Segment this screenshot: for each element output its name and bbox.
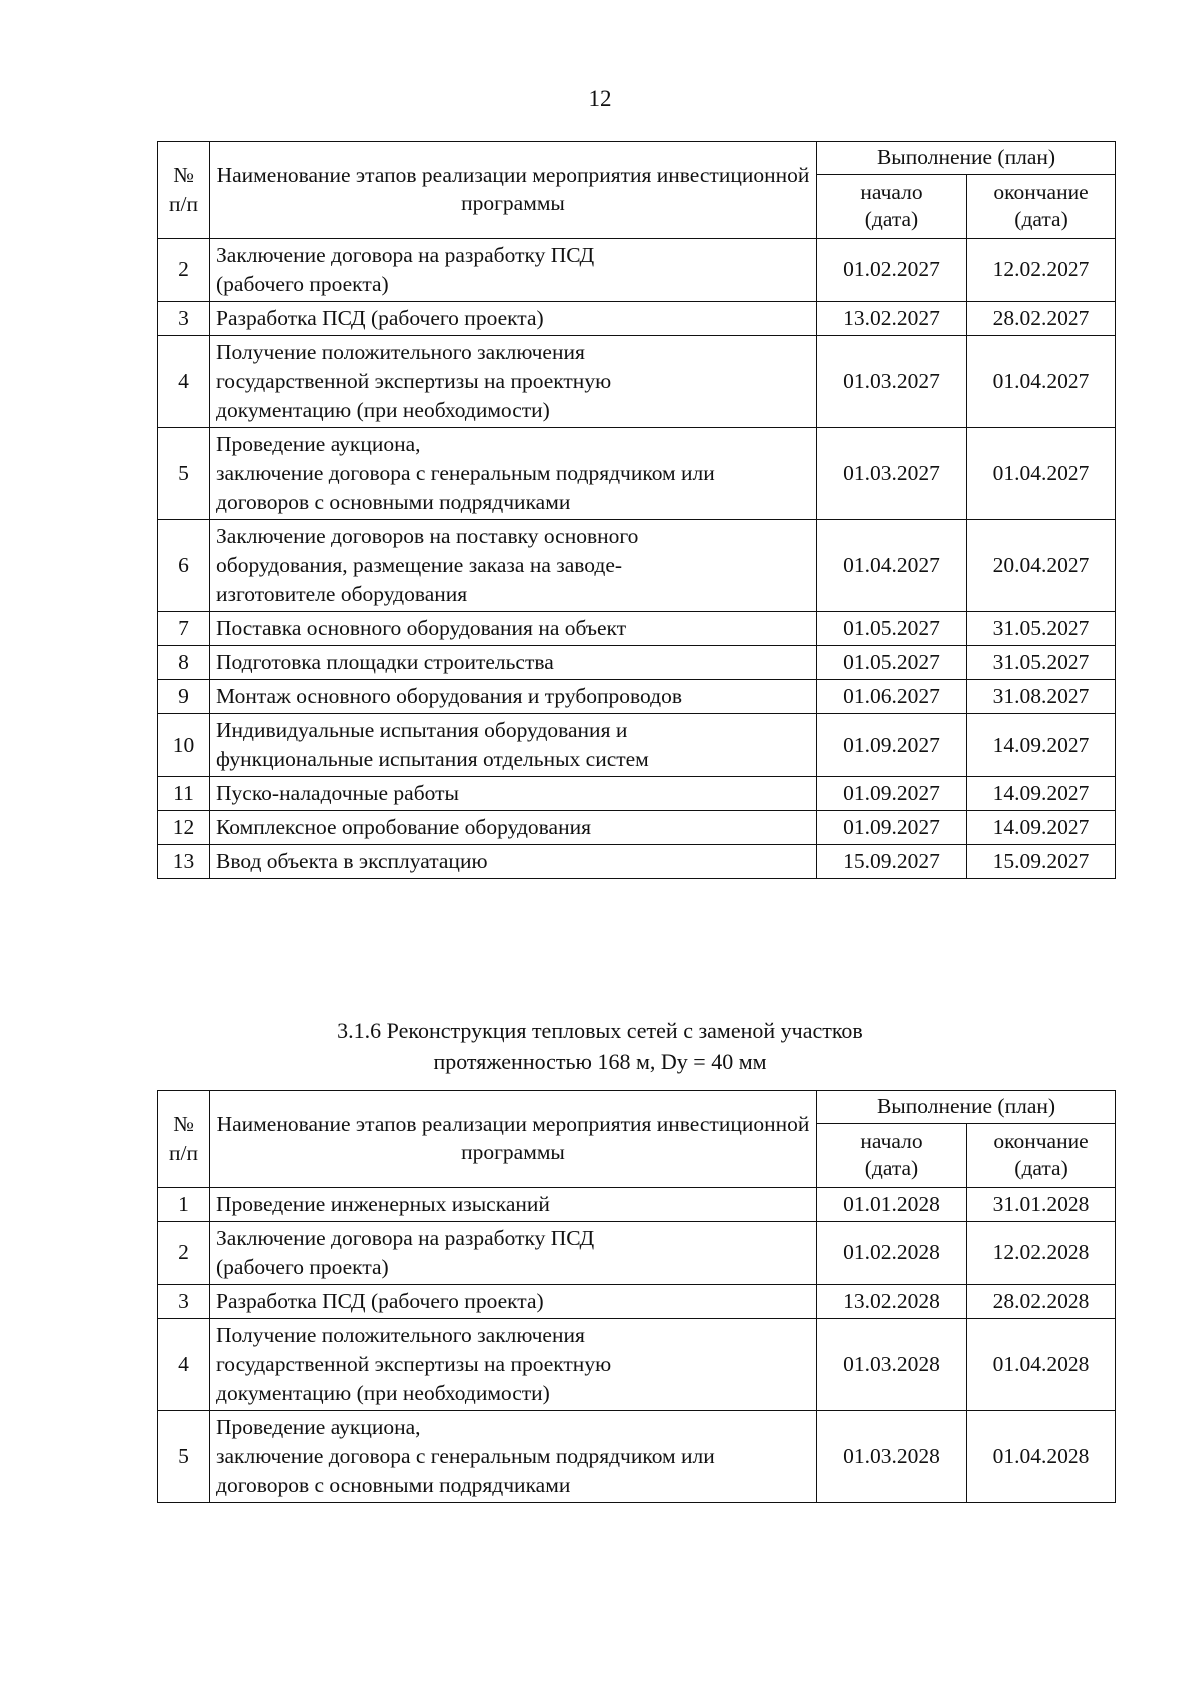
section-title	[0, 1016, 1200, 1078]
row-start-date: 01.09.2027	[817, 811, 967, 845]
row-number: 1	[158, 1187, 210, 1221]
row-stage-name: Заключение договоров на поставку основного оборудования, размещение заказа на заводе- изготовителе оборудования	[210, 520, 817, 612]
row-end-date: 31.05.2027	[967, 646, 1116, 680]
row-number: 11	[158, 777, 210, 811]
row-end-date: 31.01.2028	[967, 1187, 1116, 1221]
row-number: 3	[158, 1284, 210, 1318]
row-end-date: 12.02.2027	[967, 238, 1116, 301]
row-end-date: 28.02.2027	[967, 301, 1116, 335]
row-number: 2	[158, 1221, 210, 1284]
row-start-date: 13.02.2028	[817, 1284, 967, 1318]
row-start-date: 15.09.2027	[817, 845, 967, 879]
table-row	[158, 301, 1116, 335]
header-num: № п/п	[158, 1091, 210, 1188]
row-number: 12	[158, 811, 210, 845]
schedule-table-1	[157, 141, 1116, 879]
row-start-date: 01.03.2027	[817, 428, 967, 520]
row-end-date: 01.04.2027	[967, 335, 1116, 427]
row-start-date: 13.02.2027	[817, 301, 967, 335]
row-start-date: 01.05.2027	[817, 612, 967, 646]
header-num: № п/п	[158, 142, 210, 239]
header-name: Наименование этапов реализации мероприятия инвестиционной программы	[210, 1091, 817, 1188]
section-title-line-1: 3.1.6 Реконструкция тепловых сетей с заменой участков	[337, 1018, 863, 1043]
row-number: 2	[158, 238, 210, 301]
row-stage-name: Пуско-наладочные работы	[210, 777, 817, 811]
table-row	[158, 1284, 1116, 1318]
row-stage-name: Получение положительного заключения государственной экспертизы на проектную документацию (при необходимости)	[210, 1319, 817, 1411]
row-number: 3	[158, 301, 210, 335]
row-end-date: 28.02.2028	[967, 1284, 1116, 1318]
header-execution: Выполнение (план)	[817, 1091, 1116, 1124]
row-stage-name: Комплексное опробование оборудования	[210, 811, 817, 845]
row-stage-name: Заключение договора на разработку ПСД (рабочего проекта)	[210, 238, 817, 301]
header-name: Наименование этапов реализации мероприятия инвестиционной программы	[210, 142, 817, 239]
row-number: 5	[158, 1411, 210, 1503]
row-end-date: 01.04.2028	[967, 1319, 1116, 1411]
row-start-date: 01.06.2027	[817, 680, 967, 714]
row-number: 4	[158, 1319, 210, 1411]
row-end-date: 20.04.2027	[967, 520, 1116, 612]
row-number: 5	[158, 428, 210, 520]
table-row	[158, 238, 1116, 301]
table-row	[158, 612, 1116, 646]
header-start: начало (дата)	[817, 1123, 967, 1187]
table-row	[158, 1221, 1116, 1284]
table-row	[158, 428, 1116, 520]
schedule-table-2	[157, 1090, 1116, 1503]
row-start-date: 01.01.2028	[817, 1187, 967, 1221]
row-stage-name: Подготовка площадки строительства	[210, 646, 817, 680]
table-row	[158, 777, 1116, 811]
row-end-date: 31.08.2027	[967, 680, 1116, 714]
row-end-date: 15.09.2027	[967, 845, 1116, 879]
row-stage-name: Индивидуальные испытания оборудования и функциональные испытания отдельных систем	[210, 714, 817, 777]
row-number: 6	[158, 520, 210, 612]
row-stage-name: Проведение аукциона, заключение договора с генеральным подрядчиком или договоров с основными подрядчиками	[210, 428, 817, 520]
table-row	[158, 335, 1116, 427]
row-end-date: 14.09.2027	[967, 777, 1116, 811]
row-end-date: 14.09.2027	[967, 811, 1116, 845]
table-row	[158, 1319, 1116, 1411]
row-stage-name: Поставка основного оборудования на объект	[210, 612, 817, 646]
row-start-date: 01.09.2027	[817, 714, 967, 777]
table-row	[158, 646, 1116, 680]
row-number: 7	[158, 612, 210, 646]
row-stage-name: Заключение договора на разработку ПСД (рабочего проекта)	[210, 1221, 817, 1284]
row-stage-name: Получение положительного заключения государственной экспертизы на проектную документацию (при необходимости)	[210, 335, 817, 427]
row-number: 13	[158, 845, 210, 879]
row-number: 8	[158, 646, 210, 680]
header-start: начало (дата)	[817, 174, 967, 238]
row-stage-name: Проведение аукциона, заключение договора с генеральным подрядчиком или договоров с основными подрядчиками	[210, 1411, 817, 1503]
row-stage-name: Проведение инженерных изысканий	[210, 1187, 817, 1221]
row-number: 4	[158, 335, 210, 427]
page-number: 12	[588, 86, 612, 111]
row-end-date: 12.02.2028	[967, 1221, 1116, 1284]
table-row	[158, 680, 1116, 714]
row-start-date: 01.03.2027	[817, 335, 967, 427]
row-number: 10	[158, 714, 210, 777]
row-start-date: 01.04.2027	[817, 520, 967, 612]
header-end: окончание (дата)	[967, 1123, 1116, 1187]
table-row	[158, 520, 1116, 612]
section-title-line-2: протяженностью 168 м, Dy = 40 мм	[433, 1048, 767, 1074]
row-stage-name: Ввод объекта в эксплуатацию	[210, 845, 817, 879]
row-stage-name: Разработка ПСД (рабочего проекта)	[210, 301, 817, 335]
row-end-date: 01.04.2028	[967, 1411, 1116, 1503]
header-end: окончание (дата)	[967, 174, 1116, 238]
row-start-date: 01.02.2027	[817, 238, 967, 301]
table-row	[158, 1411, 1116, 1503]
row-stage-name: Монтаж основного оборудования и трубопроводов	[210, 680, 817, 714]
table-row	[158, 1187, 1116, 1221]
table-row	[158, 714, 1116, 777]
row-end-date: 14.09.2027	[967, 714, 1116, 777]
table-body-1	[158, 238, 1116, 878]
row-end-date: 01.04.2027	[967, 428, 1116, 520]
row-start-date: 01.09.2027	[817, 777, 967, 811]
row-stage-name: Разработка ПСД (рабочего проекта)	[210, 1284, 817, 1318]
row-start-date: 01.03.2028	[817, 1319, 967, 1411]
header-execution: Выполнение (план)	[817, 142, 1116, 175]
row-start-date: 01.03.2028	[817, 1411, 967, 1503]
row-number: 9	[158, 680, 210, 714]
row-end-date: 31.05.2027	[967, 612, 1116, 646]
row-start-date: 01.02.2028	[817, 1221, 967, 1284]
table-row	[158, 845, 1116, 879]
row-start-date: 01.05.2027	[817, 646, 967, 680]
table-body-2	[158, 1187, 1116, 1502]
table-row	[158, 811, 1116, 845]
